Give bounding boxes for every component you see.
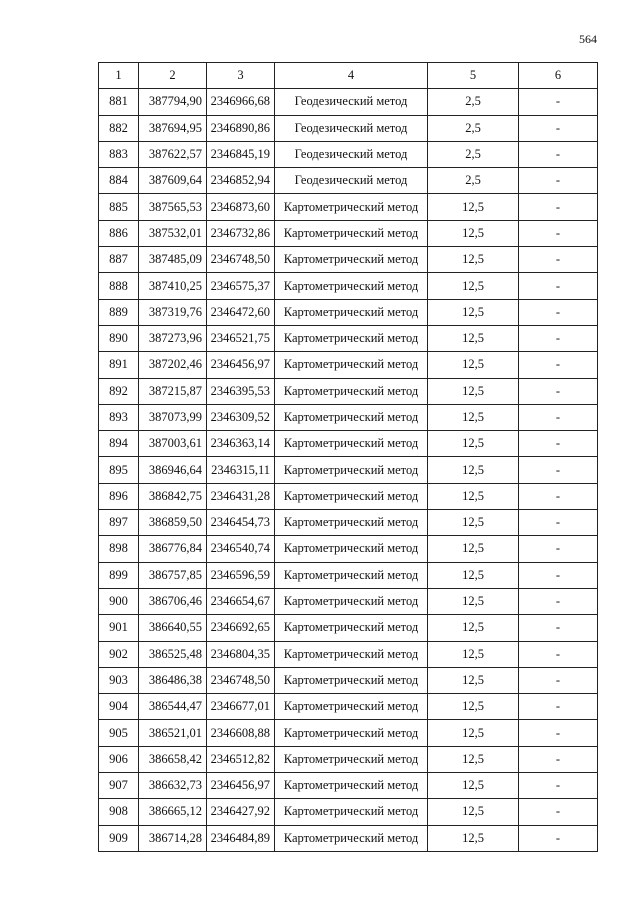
note-cell: - (519, 431, 598, 457)
accuracy-cell: 2,5 (428, 89, 519, 115)
note-cell: - (519, 325, 598, 351)
accuracy-cell: 12,5 (428, 773, 519, 799)
method-cell: Картометрический метод (275, 431, 428, 457)
note-cell: - (519, 89, 598, 115)
point-number-cell: 905 (99, 720, 139, 746)
x-coordinate-cell: 387003,61 (139, 431, 207, 457)
table-row (99, 720, 598, 746)
x-coordinate-cell: 387273,96 (139, 325, 207, 351)
x-coordinate-cell: 387694,95 (139, 115, 207, 141)
x-coordinate-cell: 386859,50 (139, 510, 207, 536)
x-coordinate-cell: 387794,90 (139, 89, 207, 115)
method-cell: Геодезический метод (275, 89, 428, 115)
method-cell: Картометрический метод (275, 483, 428, 509)
x-coordinate-cell: 386544,47 (139, 694, 207, 720)
method-cell: Геодезический метод (275, 168, 428, 194)
y-coordinate-cell: 2346540,74 (207, 536, 275, 562)
accuracy-cell: 12,5 (428, 615, 519, 641)
note-cell: - (519, 799, 598, 825)
page-number: 564 (579, 32, 597, 46)
method-cell: Картометрический метод (275, 194, 428, 220)
note-cell: - (519, 194, 598, 220)
x-coordinate-cell: 387609,64 (139, 168, 207, 194)
x-coordinate-cell: 387073,99 (139, 404, 207, 430)
x-coordinate-cell: 386776,84 (139, 536, 207, 562)
accuracy-cell: 12,5 (428, 378, 519, 404)
method-cell: Картометрический метод (275, 799, 428, 825)
y-coordinate-cell: 2346966,68 (207, 89, 275, 115)
y-coordinate-cell: 2346315,11 (207, 457, 275, 483)
method-cell: Картометрический метод (275, 694, 428, 720)
accuracy-cell: 2,5 (428, 168, 519, 194)
point-number-cell: 891 (99, 352, 139, 378)
point-number-cell: 881 (99, 89, 139, 115)
accuracy-cell: 12,5 (428, 483, 519, 509)
point-number-cell: 900 (99, 588, 139, 614)
point-number-cell: 898 (99, 536, 139, 562)
y-coordinate-cell: 2346608,88 (207, 720, 275, 746)
x-coordinate-cell: 386632,73 (139, 773, 207, 799)
table-row (99, 457, 598, 483)
x-coordinate-cell: 387202,46 (139, 352, 207, 378)
accuracy-cell: 12,5 (428, 273, 519, 299)
header-col-2: 2 (139, 63, 207, 89)
method-cell: Картометрический метод (275, 352, 428, 378)
table-row (99, 431, 598, 457)
note-cell: - (519, 141, 598, 167)
method-cell: Картометрический метод (275, 720, 428, 746)
point-number-cell: 890 (99, 325, 139, 351)
y-coordinate-cell: 2346677,01 (207, 694, 275, 720)
table-row (99, 773, 598, 799)
table-row (99, 825, 598, 851)
point-number-cell: 885 (99, 194, 139, 220)
table-row (99, 194, 598, 220)
method-cell: Картометрический метод (275, 510, 428, 536)
method-cell: Картометрический метод (275, 615, 428, 641)
note-cell: - (519, 720, 598, 746)
method-cell: Картометрический метод (275, 667, 428, 693)
table-row (99, 299, 598, 325)
accuracy-cell: 12,5 (428, 825, 519, 851)
header-col-1: 1 (99, 63, 139, 89)
y-coordinate-cell: 2346521,75 (207, 325, 275, 351)
point-number-cell: 886 (99, 220, 139, 246)
y-coordinate-cell: 2346654,67 (207, 588, 275, 614)
point-number-cell: 883 (99, 141, 139, 167)
table-row (99, 562, 598, 588)
point-number-cell: 906 (99, 746, 139, 772)
y-coordinate-cell: 2346845,19 (207, 141, 275, 167)
accuracy-cell: 12,5 (428, 536, 519, 562)
method-cell: Картометрический метод (275, 247, 428, 273)
point-number-cell: 899 (99, 562, 139, 588)
y-coordinate-cell: 2346748,50 (207, 667, 275, 693)
point-number-cell: 907 (99, 773, 139, 799)
point-number-cell: 888 (99, 273, 139, 299)
x-coordinate-cell: 387319,76 (139, 299, 207, 325)
method-cell: Картометрический метод (275, 404, 428, 430)
note-cell: - (519, 273, 598, 299)
x-coordinate-cell: 387215,87 (139, 378, 207, 404)
accuracy-cell: 12,5 (428, 352, 519, 378)
point-number-cell: 904 (99, 694, 139, 720)
point-number-cell: 909 (99, 825, 139, 851)
note-cell: - (519, 115, 598, 141)
point-number-cell: 901 (99, 615, 139, 641)
note-cell: - (519, 378, 598, 404)
method-cell: Картометрический метод (275, 325, 428, 351)
table-row (99, 352, 598, 378)
coordinates-table-container (98, 62, 598, 852)
method-cell: Картометрический метод (275, 273, 428, 299)
y-coordinate-cell: 2346456,97 (207, 352, 275, 378)
accuracy-cell: 12,5 (428, 667, 519, 693)
point-number-cell: 893 (99, 404, 139, 430)
table-row (99, 247, 598, 273)
y-coordinate-cell: 2346852,94 (207, 168, 275, 194)
note-cell: - (519, 510, 598, 536)
method-cell: Картометрический метод (275, 536, 428, 562)
method-cell: Картометрический метод (275, 457, 428, 483)
method-cell: Картометрический метод (275, 773, 428, 799)
point-number-cell: 892 (99, 378, 139, 404)
table-row (99, 325, 598, 351)
x-coordinate-cell: 386521,01 (139, 720, 207, 746)
table-row (99, 694, 598, 720)
method-cell: Картометрический метод (275, 220, 428, 246)
x-coordinate-cell: 386486,38 (139, 667, 207, 693)
point-number-cell: 908 (99, 799, 139, 825)
table-row (99, 746, 598, 772)
x-coordinate-cell: 386842,75 (139, 483, 207, 509)
note-cell: - (519, 773, 598, 799)
note-cell: - (519, 562, 598, 588)
x-coordinate-cell: 386658,42 (139, 746, 207, 772)
point-number-cell: 902 (99, 641, 139, 667)
y-coordinate-cell: 2346692,65 (207, 615, 275, 641)
point-number-cell: 896 (99, 483, 139, 509)
table-row (99, 220, 598, 246)
method-cell: Геодезический метод (275, 141, 428, 167)
note-cell: - (519, 299, 598, 325)
method-cell: Картометрический метод (275, 378, 428, 404)
x-coordinate-cell: 386946,64 (139, 457, 207, 483)
y-coordinate-cell: 2346512,82 (207, 746, 275, 772)
accuracy-cell: 12,5 (428, 799, 519, 825)
note-cell: - (519, 457, 598, 483)
accuracy-cell: 12,5 (428, 562, 519, 588)
table-row (99, 89, 598, 115)
note-cell: - (519, 404, 598, 430)
note-cell: - (519, 247, 598, 273)
x-coordinate-cell: 386665,12 (139, 799, 207, 825)
point-number-cell: 895 (99, 457, 139, 483)
table-row (99, 404, 598, 430)
y-coordinate-cell: 2346309,52 (207, 404, 275, 430)
y-coordinate-cell: 2346454,73 (207, 510, 275, 536)
method-cell: Геодезический метод (275, 115, 428, 141)
y-coordinate-cell: 2346427,92 (207, 799, 275, 825)
accuracy-cell: 12,5 (428, 247, 519, 273)
x-coordinate-cell: 386714,28 (139, 825, 207, 851)
note-cell: - (519, 746, 598, 772)
table-body (99, 89, 598, 852)
x-coordinate-cell: 386525,48 (139, 641, 207, 667)
header-col-6: 6 (519, 63, 598, 89)
note-cell: - (519, 667, 598, 693)
y-coordinate-cell: 2346596,59 (207, 562, 275, 588)
x-coordinate-cell: 386640,55 (139, 615, 207, 641)
note-cell: - (519, 220, 598, 246)
y-coordinate-cell: 2346732,86 (207, 220, 275, 246)
table-row (99, 588, 598, 614)
table-row (99, 141, 598, 167)
note-cell: - (519, 641, 598, 667)
y-coordinate-cell: 2346431,28 (207, 483, 275, 509)
header-col-4: 4 (275, 63, 428, 89)
y-coordinate-cell: 2346890,86 (207, 115, 275, 141)
y-coordinate-cell: 2346484,89 (207, 825, 275, 851)
header-col-5: 5 (428, 63, 519, 89)
note-cell: - (519, 352, 598, 378)
point-number-cell: 882 (99, 115, 139, 141)
table-header-row (99, 63, 598, 89)
accuracy-cell: 12,5 (428, 746, 519, 772)
note-cell: - (519, 483, 598, 509)
y-coordinate-cell: 2346748,50 (207, 247, 275, 273)
y-coordinate-cell: 2346804,35 (207, 641, 275, 667)
method-cell: Картометрический метод (275, 562, 428, 588)
point-number-cell: 903 (99, 667, 139, 693)
y-coordinate-cell: 2346575,37 (207, 273, 275, 299)
method-cell: Картометрический метод (275, 299, 428, 325)
note-cell: - (519, 168, 598, 194)
table-row (99, 510, 598, 536)
method-cell: Картометрический метод (275, 588, 428, 614)
method-cell: Картометрический метод (275, 825, 428, 851)
accuracy-cell: 12,5 (428, 641, 519, 667)
table-row (99, 536, 598, 562)
x-coordinate-cell: 386706,46 (139, 588, 207, 614)
accuracy-cell: 12,5 (428, 299, 519, 325)
note-cell: - (519, 536, 598, 562)
y-coordinate-cell: 2346472,60 (207, 299, 275, 325)
y-coordinate-cell: 2346395,53 (207, 378, 275, 404)
accuracy-cell: 12,5 (428, 325, 519, 351)
table-row (99, 615, 598, 641)
coordinates-table (98, 62, 598, 852)
x-coordinate-cell: 387410,25 (139, 273, 207, 299)
accuracy-cell: 2,5 (428, 141, 519, 167)
method-cell: Картометрический метод (275, 746, 428, 772)
table-row (99, 667, 598, 693)
x-coordinate-cell: 386757,85 (139, 562, 207, 588)
point-number-cell: 889 (99, 299, 139, 325)
point-number-cell: 897 (99, 510, 139, 536)
accuracy-cell: 12,5 (428, 431, 519, 457)
accuracy-cell: 12,5 (428, 404, 519, 430)
table-row (99, 273, 598, 299)
note-cell: - (519, 615, 598, 641)
point-number-cell: 887 (99, 247, 139, 273)
y-coordinate-cell: 2346873,60 (207, 194, 275, 220)
accuracy-cell: 12,5 (428, 588, 519, 614)
point-number-cell: 894 (99, 431, 139, 457)
method-cell: Картометрический метод (275, 641, 428, 667)
table-row (99, 168, 598, 194)
y-coordinate-cell: 2346456,97 (207, 773, 275, 799)
accuracy-cell: 12,5 (428, 220, 519, 246)
table-row (99, 641, 598, 667)
table-row (99, 378, 598, 404)
table-row (99, 799, 598, 825)
point-number-cell: 884 (99, 168, 139, 194)
x-coordinate-cell: 387565,53 (139, 194, 207, 220)
note-cell: - (519, 694, 598, 720)
note-cell: - (519, 825, 598, 851)
y-coordinate-cell: 2346363,14 (207, 431, 275, 457)
accuracy-cell: 12,5 (428, 194, 519, 220)
x-coordinate-cell: 387622,57 (139, 141, 207, 167)
accuracy-cell: 12,5 (428, 720, 519, 746)
accuracy-cell: 12,5 (428, 510, 519, 536)
table-row (99, 483, 598, 509)
accuracy-cell: 2,5 (428, 115, 519, 141)
header-col-3: 3 (207, 63, 275, 89)
accuracy-cell: 12,5 (428, 457, 519, 483)
note-cell: - (519, 588, 598, 614)
x-coordinate-cell: 387485,09 (139, 247, 207, 273)
x-coordinate-cell: 387532,01 (139, 220, 207, 246)
table-row (99, 115, 598, 141)
accuracy-cell: 12,5 (428, 694, 519, 720)
